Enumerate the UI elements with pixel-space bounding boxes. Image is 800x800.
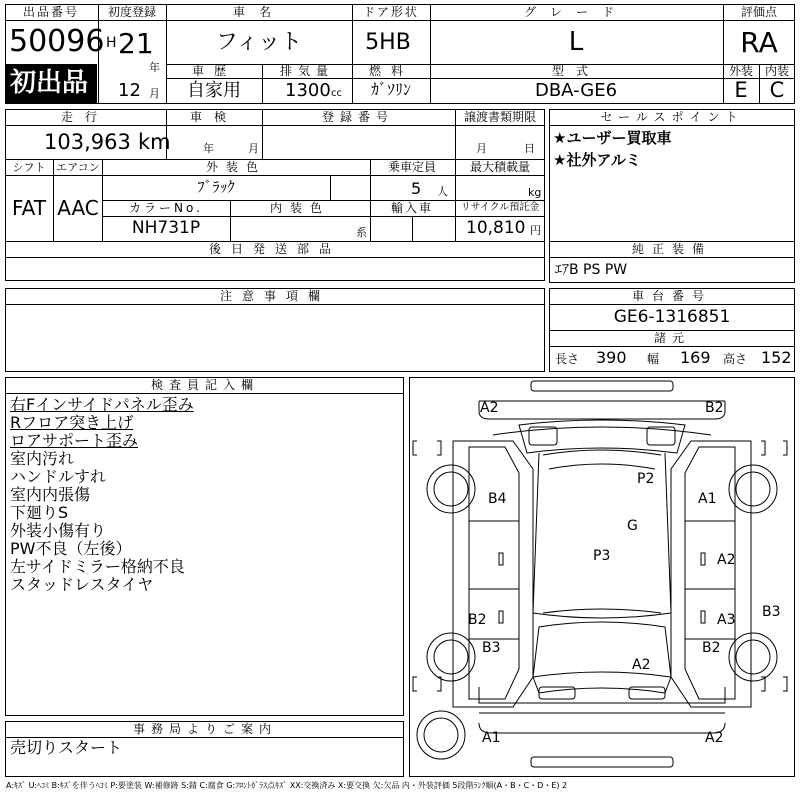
first-reg-label: 初度登録 [107, 5, 157, 19]
interior-score: C [769, 78, 785, 102]
ac: AAC [57, 196, 99, 220]
inspector-line: ハンドルすれ [10, 467, 107, 486]
score-label: 評価点 [740, 5, 778, 19]
width: 169 [680, 348, 711, 367]
damage-code: G [627, 518, 638, 534]
door-type: 5HB [365, 30, 411, 55]
lot-number: 50096 [9, 24, 105, 59]
height: 152 [761, 348, 792, 367]
score: RA [740, 26, 778, 59]
color-no-label: カラーNo. [129, 201, 203, 215]
reg-year: 21 [118, 27, 154, 60]
equipment-value: ｴｱB PS PW [555, 262, 628, 278]
recycle-fee: 10,810 [466, 218, 526, 238]
inspector-line: PW不良（左後） [10, 539, 132, 558]
height-label: 高さ [723, 352, 748, 366]
inspector-line: ロアサポート歪み [10, 431, 139, 450]
fuel-label: 燃料 [368, 64, 414, 78]
mileage-label: 走行 [60, 110, 110, 124]
shift-label: シフト [12, 161, 46, 174]
interior-label: 内装 [764, 64, 790, 78]
displacement-label: 排気量 [279, 64, 335, 78]
inspector-line: 下廻りS [10, 503, 69, 522]
damage-code: A2 [705, 730, 724, 746]
damage-code: P2 [637, 471, 655, 487]
displacement: 1300 [285, 80, 331, 101]
chassis-number: GE6-1316851 [613, 307, 731, 327]
width-label: 幅 [647, 352, 660, 366]
exterior-label: 外装 [728, 64, 754, 78]
office-message: 売切りスタート [10, 738, 123, 757]
inspector-line: スタッドレスタイヤ [10, 575, 154, 594]
car-name-label: 車名 [232, 5, 286, 19]
first-listing-text: 初出品 [10, 68, 89, 98]
damage-code: B2 [468, 612, 487, 628]
office-label: 事務局よりご案内 [132, 722, 278, 736]
exterior-score: E [734, 78, 748, 102]
shift: FAT [11, 196, 47, 220]
recycle-label: リサイクル預託金 [460, 202, 540, 213]
inspector-label: 検査員記入欄 [150, 378, 260, 392]
lot-label: 出品番号 [22, 5, 80, 19]
car-name: フィット [215, 30, 303, 55]
damage-code: A2 [480, 400, 499, 416]
inspection-year: 年 [203, 142, 214, 155]
sales-point-2: ★社外アルミ [553, 151, 641, 169]
inspector-line: 右Fインサイドパネル歪み [10, 395, 194, 414]
grade: L [568, 27, 584, 57]
model-label: 型式 [551, 64, 601, 78]
door-label: ドア形状 [363, 5, 419, 19]
equipment-label: 純正装備 [631, 242, 713, 256]
history: 自家用 [187, 80, 241, 101]
damage-code: B3 [482, 640, 501, 656]
history-label: 車歴 [191, 64, 237, 78]
load-label: 最大積載量 [469, 160, 531, 174]
dimensions-label: 諸元 [653, 331, 691, 345]
damage-code: A1 [482, 730, 501, 746]
transfer-day: 日 [524, 142, 535, 155]
inspector-line: Rフロア突き上げ [10, 413, 134, 432]
damage-code: A2 [632, 657, 651, 673]
inspector-line: 外装小傷有り [10, 521, 107, 540]
damage-code: A3 [717, 612, 736, 628]
damage-code: A2 [717, 552, 736, 568]
length-label: 長さ [555, 352, 580, 366]
grade-label: グレード [523, 5, 629, 19]
inspector-line: 室内汚れ [10, 449, 75, 468]
mileage: 103,963 [44, 130, 131, 154]
sales-point-1: ★ユーザー買取車 [553, 129, 672, 147]
seats-unit: 人 [437, 185, 448, 198]
sales-points-label: セールスポイント [600, 110, 744, 124]
legend: A:ｷｽﾞ U:ﾍｺﾐ B:ｷｽﾞを伴うﾍｺﾐ P:要塗装 W:補修跡 S:錆 C:腐食 G:ﾌﾛﾝﾄｶﾞﾗｽ点ｷｽﾞ XX:交換済み X:要交換 欠:欠品 内・外装評価 5段階ﾗﾝｸ順(A・B・C・D・E) 2 [6, 781, 568, 790]
later-parts-label: 後日発送部品 [208, 242, 342, 256]
displacement-unit: cc [331, 88, 342, 99]
month-unit: 月 [149, 87, 160, 100]
int-color-suffix: 系 [356, 226, 367, 239]
damage-code: B4 [488, 491, 507, 507]
reg-no-label: 登録番号 [321, 110, 395, 124]
transfer-label: 譲渡書類期限 [463, 110, 537, 124]
damage-code: B3 [762, 604, 781, 620]
inspection-label: 車検 [189, 110, 239, 124]
damage-code: P3 [593, 548, 611, 564]
import-label: 輸入車 [390, 201, 434, 215]
color-no: NH731P [131, 218, 201, 238]
length: 390 [596, 348, 627, 367]
damage-code: B2 [702, 640, 721, 656]
inspector-line: 室内内張傷 [10, 485, 91, 504]
car-diagram [409, 377, 795, 777]
load-unit: kg [528, 186, 542, 199]
seats-label: 乗車定員 [387, 160, 437, 174]
ext-color-label: 外装色 [205, 160, 267, 174]
transfer-month: 月 [476, 142, 487, 155]
chassis-label: 車台番号 [631, 289, 713, 303]
inspection-month: 月 [248, 142, 259, 155]
year-unit: 年 [149, 61, 160, 74]
fuel: ｶﾞｿﾘﾝ [370, 80, 412, 99]
damage-code: A1 [698, 491, 717, 507]
damage-code: B2 [705, 400, 724, 416]
notes-label: 注意事項欄 [219, 289, 331, 303]
reg-month: 12 [118, 80, 141, 101]
era: H [106, 35, 117, 51]
seats: 5 [411, 179, 422, 198]
int-color-label: 内装色 [269, 201, 331, 215]
mileage-unit: km [138, 130, 171, 154]
inspector-line: 左サイドミラー格納不良 [10, 557, 185, 576]
model: DBA-GE6 [534, 80, 618, 101]
ext-color: ﾌﾞﾗｯｸ [197, 178, 235, 196]
recycle-unit: 円 [530, 224, 541, 237]
ac-label: エアコン [56, 161, 100, 174]
